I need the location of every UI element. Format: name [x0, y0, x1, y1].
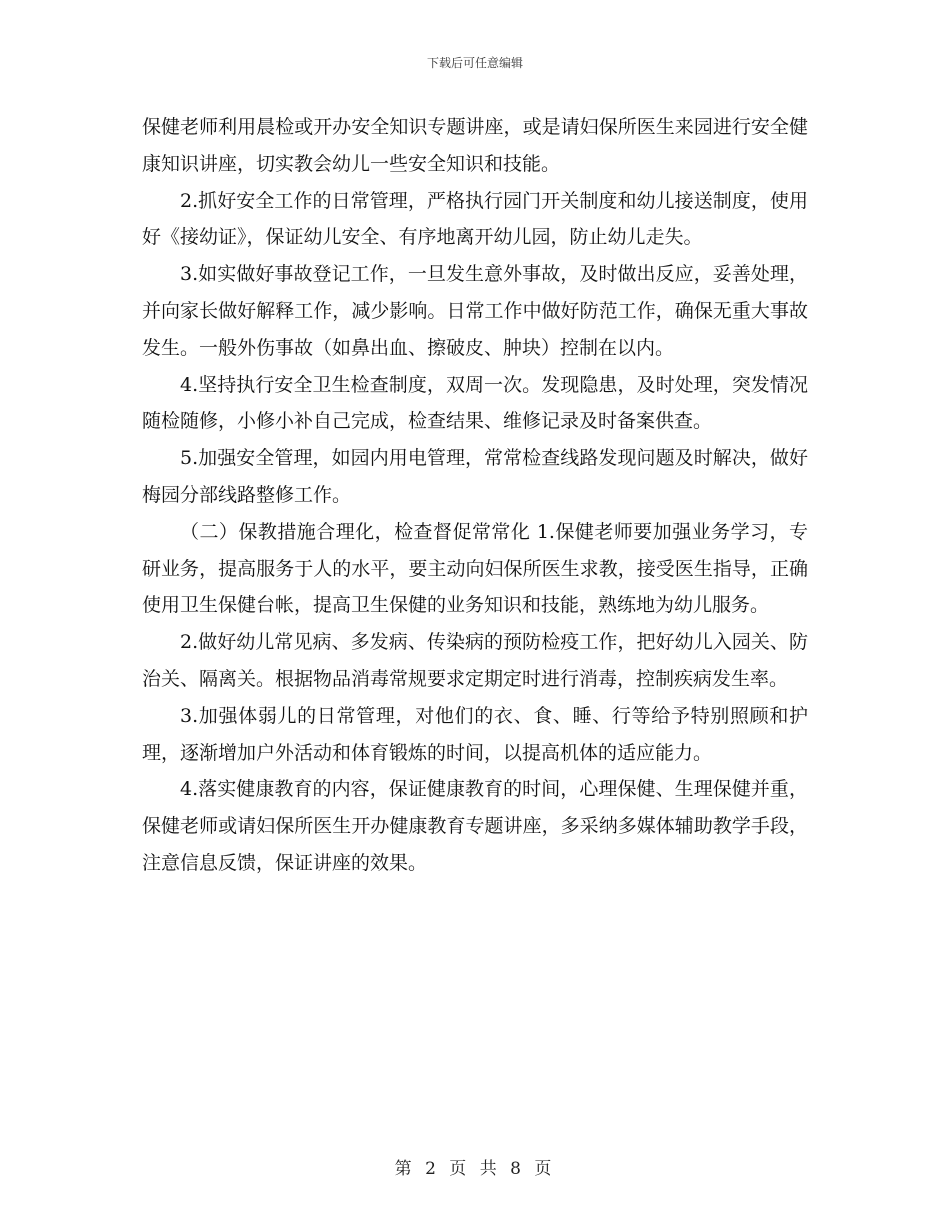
page-number-footer: 第 2 页 共 8 页 — [394, 1159, 556, 1179]
paragraph-1: 保健老师利用晨检或开办安全知识专题讲座，或是请妇保所医生来园进行安全健康知识讲座，切实教会幼儿一些安全知识和技能。 — [142, 116, 808, 175]
paragraph-9: 4.落实健康教育的内容，保证健康教育的时间，心理保健、生理保健并重，保健老师或请妇保所医生开办健康教育专题讲座，多采纳多媒体辅助教学手段，注意信息反馈，保证讲座的效果。 — [142, 778, 808, 874]
paragraph-2: 2.抓好安全工作的日常管理，严格执行园门开关制度和幼儿接送制度，使用好《接幼证》，保证幼儿安全、有序地离开幼儿园，防止幼儿走失。 — [142, 189, 808, 249]
paragraph-6: （二）保教措施合理化，检查督促常常化 1.保健老师要加强业务学习，专研业务，提高服务于人的水平，要主动向妇保所医生求教，接受医生指导，正确使用卫生保健台帐，提高卫生保健的业务知识和技能，熟练地为幼儿服务。 — [142, 520, 808, 617]
paragraph-8: 3.加强体弱儿的日常管理，对他们的衣、食、睡、行等给予特别照顾和护理，逐渐增加户外活动和体育锻炼的时间，以提高机体的适应能力。 — [142, 704, 808, 764]
paragraph-3: 3.如实做好事故登记工作，一旦发生意外事故，及时做出反应，妥善处理，并向家长做好解释工作，减少影响。日常工作中做好防范工作，确保无重大事故发生。一般外伤事故（如鼻出血、擦破皮、肿块）控制在以内。 — [142, 263, 808, 359]
paragraph-5: 5.加强安全管理，如园内用电管理，常常检查线路发现问题及时解决，做好梅园分部线路整修工作。 — [142, 447, 808, 506]
paragraph-4: 4.坚持执行安全卫生检查制度，双周一次。发现隐患，及时处理，突发情况随检随修，小修小补自己完成，检查结果、维修记录及时备案供查。 — [142, 373, 808, 433]
paragraph-7: 2.做好幼儿常见病、多发病、传染病的预防检疫工作，把好幼儿入园关、防治关、隔离关。根据物品消毒常规要求定期定时进行消毒，控制疾病发生率。 — [142, 631, 808, 690]
page-header-note: 下载后可任意编辑 — [426, 56, 523, 70]
document-body — [142, 109, 808, 882]
